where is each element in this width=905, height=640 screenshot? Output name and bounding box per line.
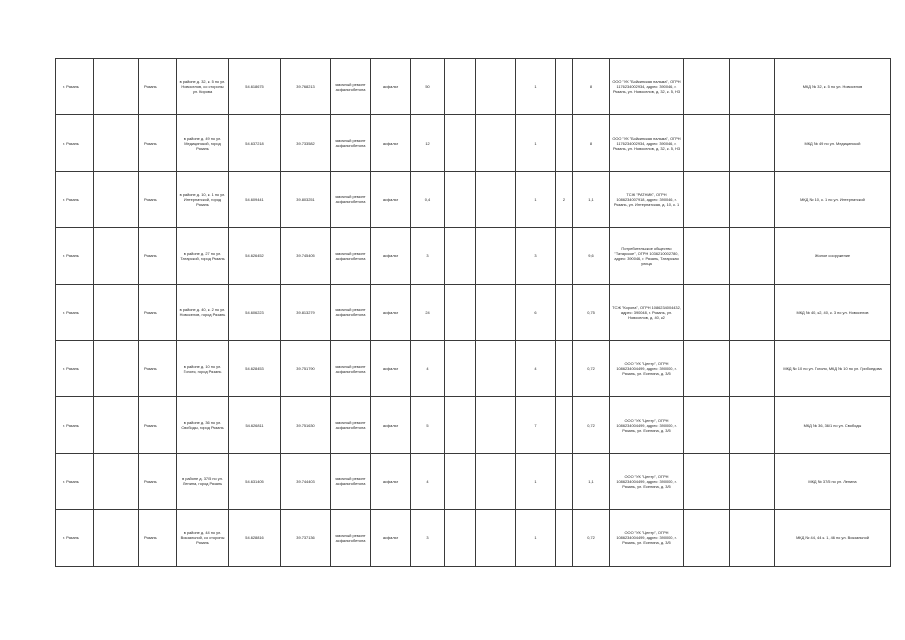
table-cell-c12: 1 xyxy=(516,171,556,227)
table-cell-c13 xyxy=(556,59,573,115)
table-cell-c4: в районе д. 36 по ул. Свободы, город Рязань xyxy=(177,397,229,453)
table-cell-c18: МКД № 49 по ул. Медицинской xyxy=(775,115,891,171)
table-cell-c10 xyxy=(445,59,476,115)
table-cell-c5: 54.626452 xyxy=(229,228,281,284)
table-cell-c12: 7 xyxy=(516,397,556,453)
table-cell-c8: асфальт xyxy=(371,453,411,509)
table-cell-c4: в районе д. 32, к. 5 по ул. Новоселов, со стороны ул. Кирова xyxy=(177,59,229,115)
table-cell-c14: 0,72 xyxy=(573,397,610,453)
table-cell-c13 xyxy=(556,397,573,453)
table-cell-c17 xyxy=(730,453,775,509)
table-cell-c3: Рязань xyxy=(139,453,177,509)
table-cell-c4: в районе д. 40, к. 2 по ул. Новоселов, город Рязань xyxy=(177,284,229,340)
table-cell-c10 xyxy=(445,171,476,227)
table-row xyxy=(56,59,891,115)
table-cell-c7: ямочный ремонт асфальтобетона xyxy=(331,340,371,396)
table-cell-c18: МКД № 37/5 по ул. Ленина xyxy=(775,453,891,509)
table-cell-c13 xyxy=(556,453,573,509)
table-cell-c15: ТСЖ "РАТНИК", ОГРН 1086234007918, адрес: 390046, г. Рязань, ул. Интернатская, д. 10, к. 1 xyxy=(610,171,684,227)
table-cell-c2 xyxy=(94,115,139,171)
table-cell-c16 xyxy=(684,171,730,227)
table-cell-c15: ООО "УК "Центр", ОГРН 1086234004499, адрес: 390000, г. Рязань, ул. Есенина, д. 3/5 xyxy=(610,397,684,453)
table-cell-c16 xyxy=(684,115,730,171)
table-cell-c2 xyxy=(94,340,139,396)
table-cell-c12: 1 xyxy=(516,59,556,115)
table-cell-c10 xyxy=(445,453,476,509)
table-cell-c2 xyxy=(94,171,139,227)
table-cell-c15: ООО "УК "Центр", ОГРН 1086234004499, адрес: 390000, г. Рязань, ул. Есенина, д. 3/5 xyxy=(610,453,684,509)
table-cell-c12: 1 xyxy=(516,115,556,171)
table-cell-c1: г. Рязань xyxy=(56,510,94,566)
table-cell-c14: 1,1 xyxy=(573,453,610,509)
table-row xyxy=(56,453,891,509)
table-cell-c3: Рязань xyxy=(139,59,177,115)
table-cell-c11 xyxy=(476,115,516,171)
table-cell-c2 xyxy=(94,397,139,453)
table-cell-c8: асфальт xyxy=(371,59,411,115)
table-cell-c11 xyxy=(476,59,516,115)
table-cell-c14: 0,72 xyxy=(573,340,610,396)
table-cell-c10 xyxy=(445,340,476,396)
table-cell-c9: 50 xyxy=(411,59,445,115)
table-cell-c7: ямочный ремонт асфальтобетона xyxy=(331,453,371,509)
table-cell-c8: асфальт xyxy=(371,284,411,340)
table-cell-c17 xyxy=(730,284,775,340)
table-cell-c8: асфальт xyxy=(371,171,411,227)
table-cell-c16 xyxy=(684,59,730,115)
table-cell-c16 xyxy=(684,228,730,284)
table-cell-c3: Рязань xyxy=(139,228,177,284)
table-cell-c12: 1 xyxy=(516,510,556,566)
document-page xyxy=(55,58,882,566)
table-cell-c11 xyxy=(476,453,516,509)
table-cell-c1: г. Рязань xyxy=(56,340,94,396)
table-cell-c8: асфальт xyxy=(371,228,411,284)
table-cell-c10 xyxy=(445,397,476,453)
table-cell-c5: 54.628453 xyxy=(229,340,281,396)
table-cell-c12: 1 xyxy=(516,453,556,509)
table-cell-c14: 8 xyxy=(573,115,610,171)
table-cell-c4: в районе д. 37/5 по ул. Ленина, город Рязань xyxy=(177,453,229,509)
table-cell-c3: Рязань xyxy=(139,171,177,227)
table-cell-c14: 1,1 xyxy=(573,171,610,227)
table-cell-c5: 54.606223 xyxy=(229,284,281,340)
table-cell-c14: 8 xyxy=(573,59,610,115)
table-cell-c5: 54.628816 xyxy=(229,510,281,566)
table-cell-c12: 4 xyxy=(516,340,556,396)
table-row xyxy=(56,340,891,396)
table-cell-c17 xyxy=(730,510,775,566)
table-cell-c13 xyxy=(556,228,573,284)
table-cell-c5: 54.618675 xyxy=(229,59,281,115)
table-cell-c4: в районе д. 44 по ул. Вокзальной, со стороны Рязань xyxy=(177,510,229,566)
table-cell-c3: Рязань xyxy=(139,397,177,453)
table-cell-c11 xyxy=(476,171,516,227)
table-cell-c10 xyxy=(445,228,476,284)
table-cell-c6: 39.751790 xyxy=(281,340,331,396)
table-cell-c7: ямочный ремонт асфальтобетона xyxy=(331,510,371,566)
table-cell-c4: в районе д. 49 по ул. Медицинской, город Рязань xyxy=(177,115,229,171)
table-cell-c6: 39.744403 xyxy=(281,453,331,509)
table-cell-c13 xyxy=(556,510,573,566)
table-cell-c18: МКД № 44, 44 к. 1, 46 по ул. Вокзальной xyxy=(775,510,891,566)
table-cell-c11 xyxy=(476,284,516,340)
table-cell-c3: Рязань xyxy=(139,510,177,566)
table-row xyxy=(56,284,891,340)
table-row xyxy=(56,115,891,171)
table-cell-c9: 3 xyxy=(411,228,445,284)
table-cell-c14: 9,6 xyxy=(573,228,610,284)
table-cell-c15: ООО "УК "Бойкинская пальма", ОГРН 1176234002934, адрес: 390046, г. Рязань, ул. Новоселов, д. 32, к. 5, Н3 xyxy=(610,59,684,115)
table-cell-c8: асфальт xyxy=(371,340,411,396)
table-cell-c15: ООО "УК "Бойкинская пальма", ОГРН 1176234002934, адрес: 390046, г. Рязань, ул. Новоселов, д. 32, к. 5, Н3 xyxy=(610,115,684,171)
table-cell-c18: МКД № 32, к. 5 по ул. Новоселов xyxy=(775,59,891,115)
table-cell-c16 xyxy=(684,397,730,453)
table-row xyxy=(56,397,891,453)
table-cell-c8: асфальт xyxy=(371,397,411,453)
table-cell-c17 xyxy=(730,59,775,115)
table-cell-c16 xyxy=(684,284,730,340)
table-cell-c3: Рязань xyxy=(139,115,177,171)
table-cell-c16 xyxy=(684,453,730,509)
table-cell-c14: 0,72 xyxy=(573,510,610,566)
table-cell-c10 xyxy=(445,115,476,171)
table-cell-c15: ТСЖ "Корона", ОГРН 1086234004432, адрес: 390048, г. Рязань, ул. Новоселов, д. 40, к2 xyxy=(610,284,684,340)
table-row xyxy=(56,171,891,227)
table-cell-c1: г. Рязань xyxy=(56,59,94,115)
table-cell-c8: асфальт xyxy=(371,115,411,171)
table-cell-c6: 39.813279 xyxy=(281,284,331,340)
table-cell-c11 xyxy=(476,228,516,284)
table-cell-c11 xyxy=(476,340,516,396)
table-cell-c15: Потребительское общество "Татарское", ОГРН 1036210002780, адрес: 390046, г. Рязань, Татарская улица xyxy=(610,228,684,284)
table-cell-c9: 0,4 xyxy=(411,171,445,227)
table-cell-c18: МКД № 10 по ул. Гоголя, МКД № 10 по ул. Грибоедова xyxy=(775,340,891,396)
registry-table xyxy=(55,58,891,567)
table-cell-c17 xyxy=(730,115,775,171)
table-cell-c2 xyxy=(94,59,139,115)
table-cell-c1: г. Рязань xyxy=(56,453,94,509)
table-cell-c18: МКД № 40, к2, 40, к. 3 по ул. Новоселов xyxy=(775,284,891,340)
table-cell-c2 xyxy=(94,510,139,566)
table-cell-c9: 4 xyxy=(411,340,445,396)
table-cell-c18: Жилое сооружение xyxy=(775,228,891,284)
table-cell-c18: МКД № 36, 36/1 по ул. Свободы xyxy=(775,397,891,453)
table-cell-c1: г. Рязань xyxy=(56,284,94,340)
table-cell-c9: 4 xyxy=(411,453,445,509)
table-cell-c17 xyxy=(730,171,775,227)
table-cell-c13 xyxy=(556,340,573,396)
table-row xyxy=(56,228,891,284)
table-body xyxy=(56,59,891,567)
table-cell-c5: 54.631405 xyxy=(229,453,281,509)
table-cell-c9: 12 xyxy=(411,115,445,171)
table-cell-c7: ямочный ремонт асфальтобетона xyxy=(331,59,371,115)
table-cell-c17 xyxy=(730,340,775,396)
table-cell-c6: 39.745405 xyxy=(281,228,331,284)
table-cell-c13 xyxy=(556,284,573,340)
table-cell-c7: ямочный ремонт асфальтобетона xyxy=(331,228,371,284)
table-cell-c6: 39.768213 xyxy=(281,59,331,115)
table-cell-c13: 2 xyxy=(556,171,573,227)
table-cell-c14: 0,75 xyxy=(573,284,610,340)
table-cell-c10 xyxy=(445,510,476,566)
table-cell-c15: ООО "УК "Центр", ОГРН 1086234004499, адрес: 390000, г. Рязань, ул. Есенина, д. 3/5 xyxy=(610,510,684,566)
table-cell-c1: г. Рязань xyxy=(56,115,94,171)
table-cell-c6: 39.751630 xyxy=(281,397,331,453)
table-cell-c7: ямочный ремонт асфальтобетона xyxy=(331,115,371,171)
table-cell-c12: 3 xyxy=(516,228,556,284)
table-cell-c3: Рязань xyxy=(139,284,177,340)
table-cell-c1: г. Рязань xyxy=(56,397,94,453)
table-cell-c9: 24 xyxy=(411,284,445,340)
table-cell-c6: 39.737136 xyxy=(281,510,331,566)
table-cell-c5: 54.637218 xyxy=(229,115,281,171)
table-cell-c11 xyxy=(476,397,516,453)
table-cell-c15: ООО "УК "Центр", ОГРН 1086234004499, адрес: 390000, г. Рязань, ул. Есенина, д. 3/5 xyxy=(610,340,684,396)
table-cell-c9: 5 xyxy=(411,397,445,453)
table-cell-c18: МКД № 10, к. 1 по ул. Интернатской xyxy=(775,171,891,227)
table-cell-c4: в районе д. 27 по ул. Татарской, город Рязань xyxy=(177,228,229,284)
table-cell-c9: 3 xyxy=(411,510,445,566)
table-cell-c7: ямочный ремонт асфальтобетона xyxy=(331,284,371,340)
table-row xyxy=(56,510,891,566)
table-cell-c16 xyxy=(684,340,730,396)
table-cell-c16 xyxy=(684,510,730,566)
table-cell-c2 xyxy=(94,228,139,284)
table-cell-c17 xyxy=(730,397,775,453)
table-cell-c2 xyxy=(94,284,139,340)
table-cell-c6: 39.803251 xyxy=(281,171,331,227)
table-cell-c2 xyxy=(94,453,139,509)
table-cell-c10 xyxy=(445,284,476,340)
table-cell-c6: 39.733582 xyxy=(281,115,331,171)
table-cell-c11 xyxy=(476,510,516,566)
table-cell-c1: г. Рязань xyxy=(56,228,94,284)
table-cell-c17 xyxy=(730,228,775,284)
table-cell-c7: ямочный ремонт асфальтобетона xyxy=(331,171,371,227)
table-cell-c4: в районе д. 10, к. 1 по ул. Интернатской, город Рязань xyxy=(177,171,229,227)
table-cell-c8: асфальт xyxy=(371,510,411,566)
table-cell-c13 xyxy=(556,115,573,171)
table-cell-c4: в районе д. 10 по ул. Гоголя, город Рязань xyxy=(177,340,229,396)
table-cell-c3: Рязань xyxy=(139,340,177,396)
table-cell-c5: 54.609441 xyxy=(229,171,281,227)
table-cell-c12: 6 xyxy=(516,284,556,340)
table-cell-c5: 54.626811 xyxy=(229,397,281,453)
table-cell-c1: г. Рязань xyxy=(56,171,94,227)
table-cell-c7: ямочный ремонт асфальтобетона xyxy=(331,397,371,453)
